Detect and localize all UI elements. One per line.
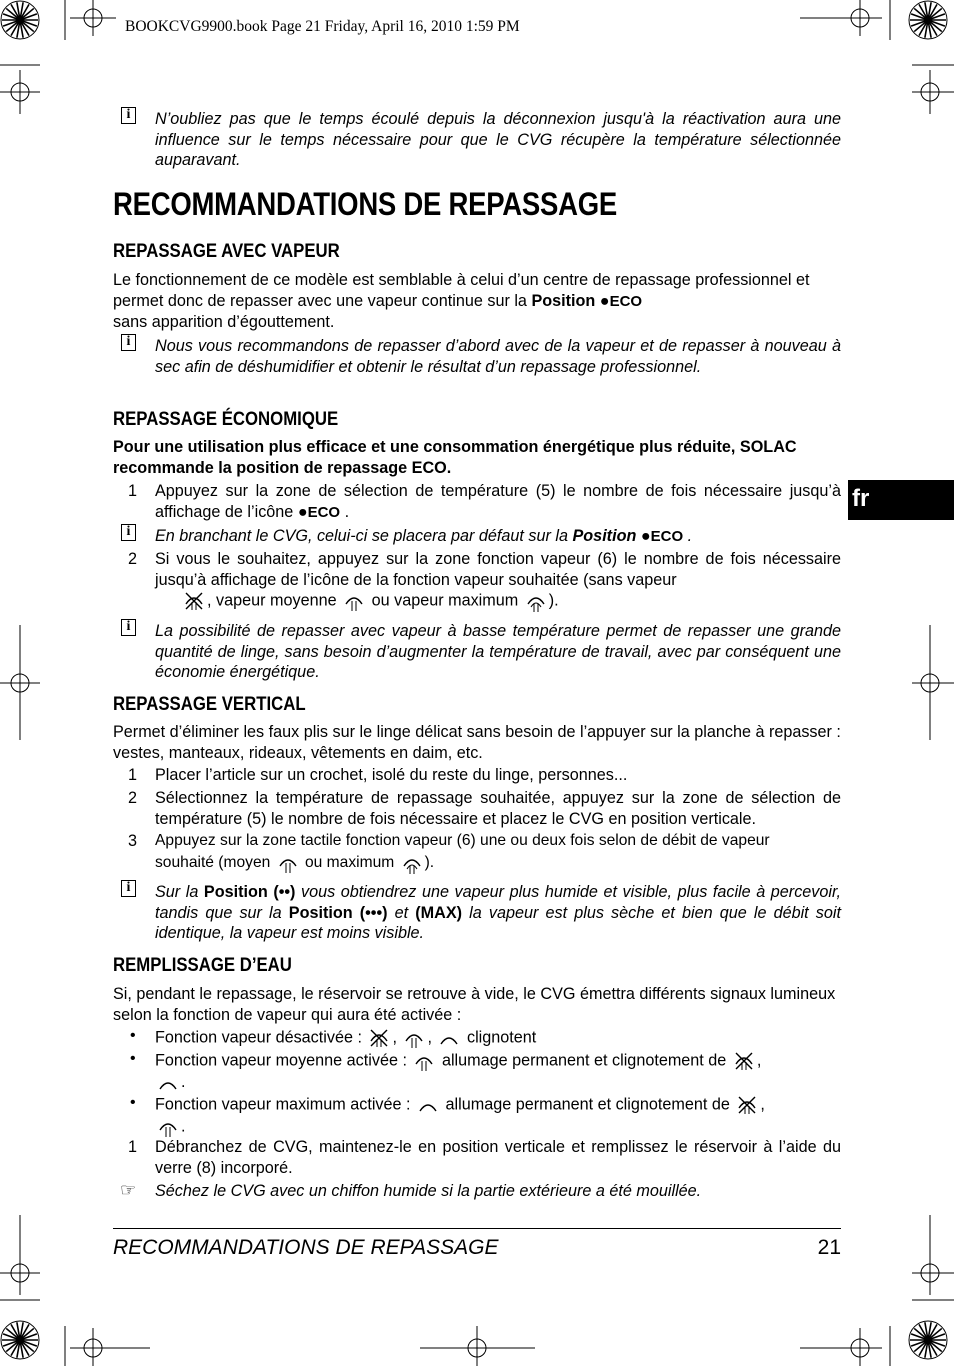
eco-step-1: Appuyez sur la zone de sélection de température (5) le nombre de fois nécessaire jusqu’à affichage de l’icône ●ECO .	[155, 482, 841, 521]
steam-max-icon	[525, 590, 547, 612]
step-number: 1	[128, 482, 138, 500]
steam-max-icon	[157, 1076, 179, 1090]
section-eco-bold-para: Pour une utilisation plus efficace et une consommation énergétique plus réduite, SOLAC recommande la position de repassage ECO.	[113, 438, 797, 477]
section-water-para: Si, pendant le repassage, le réservoir se retrouve à vide, le CVG émettra différents signaux lumineux selon la fonction de vapeur qui aura été activée :	[113, 985, 836, 1024]
footer-title: RECOMMANDATIONS DE REPASSAGE	[113, 1236, 499, 1259]
vertical-step-1: Placer l’article sur un crochet, isolé du reste du linge, personnes...	[155, 766, 628, 784]
section-heading-water: REMPLISSAGE D’EAU	[113, 954, 292, 976]
note-dry: Séchez le CVG avec un chiffon humide si la partie extérieure a été mouillée.	[155, 1182, 702, 1200]
eco-icon: ●ECO	[599, 291, 643, 310]
eco-step-2: Si vous le souhaitez, appuyez sur la zone fonction vapeur (6) le nombre de fois nécessaire jusqu’à affichage de l’icône de la fonction vapeur souhaitée (sans vapeur , vapeur moyenne ou vapeur maximum ).	[155, 549, 841, 612]
eco-icon: ●ECO	[640, 527, 684, 545]
info-icon: i	[121, 107, 136, 124]
step-number: 2	[128, 789, 138, 807]
bullet: •	[130, 1027, 136, 1044]
step-number: 1	[128, 1138, 138, 1156]
hand-pointer-icon: ☞	[120, 1180, 137, 1200]
info-icon: i	[121, 619, 136, 636]
page-title: RECOMMANDATIONS DE REPASSAGE	[113, 186, 617, 222]
section-steam-para: Le fonctionnement de ce modèle est semblable à celui d’un centre de repassage professionnel et permet donc de repasser avec une vapeur continue sur la Position ●ECO sans apparition d’égouttement.	[113, 271, 810, 331]
steam-medium-icon	[403, 1027, 425, 1049]
step-number: 3	[128, 832, 138, 850]
info-icon: i	[121, 880, 136, 897]
note-eco-default: En branchant le CVG, celui-ci se placera par défaut sur la Position ●ECO .	[155, 527, 693, 545]
info-icon: i	[121, 524, 136, 541]
steam-medium-icon	[413, 1050, 435, 1072]
section-vertical-para: Permet d’éliminer les faux plis sur le linge délicat sans besoin de l’appuyer sur la planche à repasser : vestes, manteaux, rideaux, vêtements en daim, etc.	[113, 723, 841, 762]
steam-off-icon	[368, 1027, 390, 1049]
steam-max-icon	[401, 852, 423, 874]
section-heading-eco: REPASSAGE ÉCONOMIQUE	[113, 408, 339, 430]
bullet: •	[130, 1050, 136, 1067]
section-heading-vertical: REPASSAGE VERTICAL	[113, 693, 306, 715]
footer-rule	[113, 1228, 841, 1229]
eco-icon: ●ECO	[297, 502, 341, 521]
info-icon: i	[121, 334, 136, 351]
section-heading-steam: REPASSAGE AVEC VAPEUR	[113, 240, 340, 262]
steam-off-icon	[733, 1050, 755, 1072]
steam-max-icon	[438, 1031, 460, 1045]
water-bullet-2: Fonction vapeur moyenne activée : allumage permanent et clignotement de , .	[155, 1051, 762, 1091]
vertical-step-3: Appuyez sur la zone tactile fonction vapeur (6) une ou deux fois selon de débit de vapeur souhaité (moyen ou maximum ).	[155, 831, 841, 874]
steam-medium-icon	[157, 1116, 179, 1138]
page-number: 21	[817, 1236, 841, 1259]
note-vertical: Sur la Position (••) vous obtiendrez une vapeur plus humide et visible, plus facile à percevoir, tandis que sur la Position (•••) et (MAX) la vapeur est plus sèche et bien que le débit soit identique, la vapeur est moins visible.	[155, 883, 841, 942]
steam-off-icon	[736, 1094, 758, 1116]
steam-medium-icon	[343, 590, 365, 612]
water-step-1: Débranchez de CVG, maintenez-le en position verticale et remplissez le réservoir à l’aide du verre (8) incorporé.	[155, 1138, 841, 1177]
note-top: N’oubliez pas que le temps écoulé depuis la déconnexion jusqu'à la réactivation aura une influence sur le temps nécessaire pour que le CVG récupère la température sélectionnée auparavant.	[155, 110, 841, 169]
steam-off-icon	[183, 590, 205, 612]
bullet: •	[130, 1094, 136, 1111]
note-eco-lowtemp: La possibilité de repasser avec vapeur à basse température permet de repasser une grande quantité de linge, sans besoin d’augmenter la température de travail, avec par conséquent une économie énergétique.	[155, 622, 841, 681]
step-number: 2	[128, 550, 138, 568]
water-bullet-1: Fonction vapeur désactivée : , , clignotent	[155, 1027, 841, 1049]
step-number: 1	[128, 766, 138, 784]
vertical-step-2: Sélectionnez la température de repassage souhaitée, appuyez sur la zone de sélection de température (5) le nombre de fois nécessaire et placez le CVG en position verticale.	[155, 789, 841, 828]
note-steam: Nous vous recommandons de repasser d’abord avec de la vapeur et de repasser à nouveau à sec afin de déshumidifier et obtenir le résultat d’un repassage professionnel.	[155, 337, 841, 376]
language-tab-fr: fr	[848, 480, 954, 520]
water-bullet-3: Fonction vapeur maximum activée : allumage permanent et clignotement de , .	[155, 1094, 841, 1138]
steam-max-icon	[417, 1098, 439, 1112]
print-header: BOOKCVG9900.book Page 21 Friday, April 16, 2010 1:59 PM	[125, 18, 520, 35]
steam-medium-icon	[277, 852, 299, 874]
